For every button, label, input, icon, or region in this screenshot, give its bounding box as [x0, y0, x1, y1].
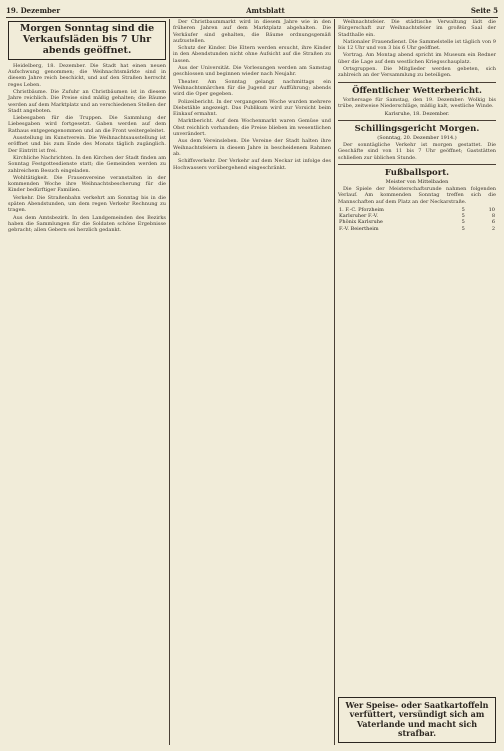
paragraph: Aus dem Amtsbezirk. In den Landgemeinden des Bezirks haben die Sammlungen für die Soldaten schöne Ergebnisse gebracht; allen Gebern sei herzlich gedankt. — [8, 214, 166, 234]
paragraph: Heidelberg, 18. Dezember. Die Stadt hat einen neuen Aufschwung genommen; die Weihnachtsmärkte sind in diesem Jahre reich beschickt, und auf den Straßen herrscht reges Leben. — [8, 62, 166, 88]
football-text — [338, 186, 496, 205]
divider — [338, 164, 496, 165]
points: 8 — [491, 213, 495, 220]
paragraph: Vortrag. Am Montag abend spricht im Museum ein Redner über die Lage auf dem westlichen Kriegsschauplatz. — [338, 52, 496, 65]
team-name: F.-V. Beiertheim — [339, 225, 379, 232]
team-name: Karlsruher F.-V. — [339, 213, 378, 220]
paragraph: Aus der Universität. Die Vorlesungen werden am Samstag geschlossen und beginnen wieder nach Neujahr. — [173, 65, 331, 78]
paragraph: Verkehr. Die Straßenbahn verkehrt am Sonntag bis in die späten Abendstunden, um dem regen Verkehr Rechnung zu tragen. — [8, 194, 166, 214]
notice-box-sunday-shops: Morgen Sonntag sind die Verkaufsläden bis 7 Uhr abends geöffnet. — [8, 21, 166, 60]
paragraph: Wohltätigkeit. Die Frauenvereine veranstalten in der kommenden Woche ihre Weihnachtsbescherung für die Kinder bedürftiger Familien. — [8, 174, 166, 194]
paragraph: Der Christbaummarkt wird in diesem Jahre wie in den früheren Jahren auf dem Marktplatz abgehalten. Die Verkäufer sind gehalten, die Bäume ordnungsgemäß aufzustellen. — [173, 19, 331, 44]
column-2-text — [173, 19, 331, 171]
paragraph: Vorhersage für Samstag, den 19. Dezember: Wolkig bis trübe, zeitweise Niederschläge, mäßig kalt, westliche Winde. — [338, 97, 496, 110]
header-title: Amtsblatt — [246, 5, 285, 15]
header-date: 19. Dezember — [6, 5, 61, 15]
divider — [338, 120, 496, 121]
games-played: 5 — [461, 213, 465, 220]
games-played: 5 — [461, 219, 465, 226]
column-1-text — [8, 63, 166, 234]
paragraph: Christbäume. Die Zufuhr an Christbäumen ist in diesem Jahre reichlich. Die Preise sind mäßig gehalten; die Bäume werden auf dem Marktplatz und an verschiedenen Stellen der Stadt angeboten. — [8, 88, 166, 114]
games-played: 5 — [461, 225, 465, 232]
paragraph: Aus dem Vereinsleben. Die Vereine der Stadt halten ihre Weihnachtsfeiern in diesem Jahre in bescheidenem Rahmen ab. — [173, 138, 331, 157]
paragraph: Liebesgaben für die Truppen. Die Sammlung der Liebesgaben wird fortgesetzt. Gaben werden auf dem Rathaus entgegengenommen und an die Front weitergeleitet. — [8, 115, 166, 134]
paragraph: Schutz der Kinder. Die Eltern werden ersucht, ihre Kinder in den Abendstunden nicht ohne Aufsicht auf die Straßen zu lassen. — [173, 45, 331, 64]
paragraph: Nationaler Frauendienst. Die Sammelstelle ist täglich von 9 bis 12 Uhr und von 3 bis 6 Uhr geöffnet. — [338, 38, 496, 52]
paragraph: Ausstellung im Kunstverein. Die Weihnachtsausstellung ist eröffnet und bis zum Ende des Monats täglich zugänglich. Der Eintritt ist frei. — [8, 135, 166, 154]
weather-report-title: Öffentlicher Wetterbericht. — [352, 85, 482, 96]
paragraph: Der sonntägliche Verkehr ist morgen gestattet. Die Geschäfte sind von 11 bis 7 Uhr geöffnet; Gaststätten schließen zur üblichen Stunde. — [338, 141, 496, 161]
football-subtitle: Meister von Mittelbaden — [385, 179, 449, 186]
league-table — [338, 207, 496, 232]
columns — [5, 19, 499, 745]
column-3 — [334, 19, 499, 745]
weather-report-text — [338, 97, 496, 110]
table-row — [338, 226, 496, 232]
team-name: Phönix Karlsruhe — [339, 219, 383, 226]
paragraph: Polizeibericht. In der vergangenen Woche wurden mehrere Diebstähle angezeigt. Das Publikum wird zur Vorsicht beim Einkauf ermahnt. — [173, 98, 331, 118]
paragraph: Kirchliche Nachrichten. In den Kirchen der Stadt finden am Sonntag Festgottesdienste statt; die Gemeinden werden zu zahlreichem Besuch eingeladen. — [8, 154, 166, 174]
advertisement-box: Wer Speise- oder Saatkartoffeln verfüttert, versündigt sich am Vaterlande und macht sich strafbar. — [338, 697, 496, 743]
sunday-notice-title: Schillingsgericht Morgen. — [354, 123, 480, 134]
football-title: Fußballsport. — [384, 167, 450, 178]
forecast-place: Karlsruhe, 18. Dezember. — [384, 110, 450, 117]
column-2 — [169, 19, 334, 745]
points: 6 — [491, 219, 495, 226]
games-played: 5 — [461, 207, 465, 214]
paragraph: Weihnachtsfeier. Die städtische Verwaltung lädt die Bürgerschaft zur Weihnachtsfeier im großen Saal der Stadthalle ein. — [338, 19, 496, 38]
column-3-text-top — [338, 19, 496, 79]
team-name: 1. F.-C. Pforzheim — [339, 207, 384, 214]
paragraph: Marktbericht. Auf dem Wochenmarkt waren Gemüse und Obst reichlich vorhanden; die Preise blieben im wesentlichen unverändert. — [173, 118, 331, 138]
divider — [338, 82, 496, 83]
points: 2 — [491, 225, 495, 232]
column-1 — [5, 19, 169, 745]
page-header — [6, 3, 498, 18]
paragraph: Die Spiele der Meisterschaftsrunde nahmen folgenden Verlauf. Am kommenden Sonntag treffen sich die Mannschaften auf dem Platz an der Neckarstraße. — [338, 186, 496, 205]
paragraph: Ortsgruppen. Die Mitglieder werden gebeten, sich zahlreich an der Versammlung zu beteiligen. — [338, 66, 496, 79]
sunday-notice-subtitle: (Sonntag, 20. Dezember 1914.) — [377, 134, 457, 141]
header-page-number: Seite 5 — [470, 5, 498, 15]
paragraph: Schiffsverkehr. Der Verkehr auf dem Neckar ist infolge des Hochwassers vorübergehend eingeschränkt. — [173, 158, 331, 171]
sunday-notice-text — [338, 142, 496, 161]
paragraph: Theater. Am Sonntag gelangt nachmittags ein Weihnachtsmärchen für die Jugend zur Aufführung; abends wird die Oper gegeben. — [173, 78, 331, 98]
points: 10 — [488, 207, 495, 214]
